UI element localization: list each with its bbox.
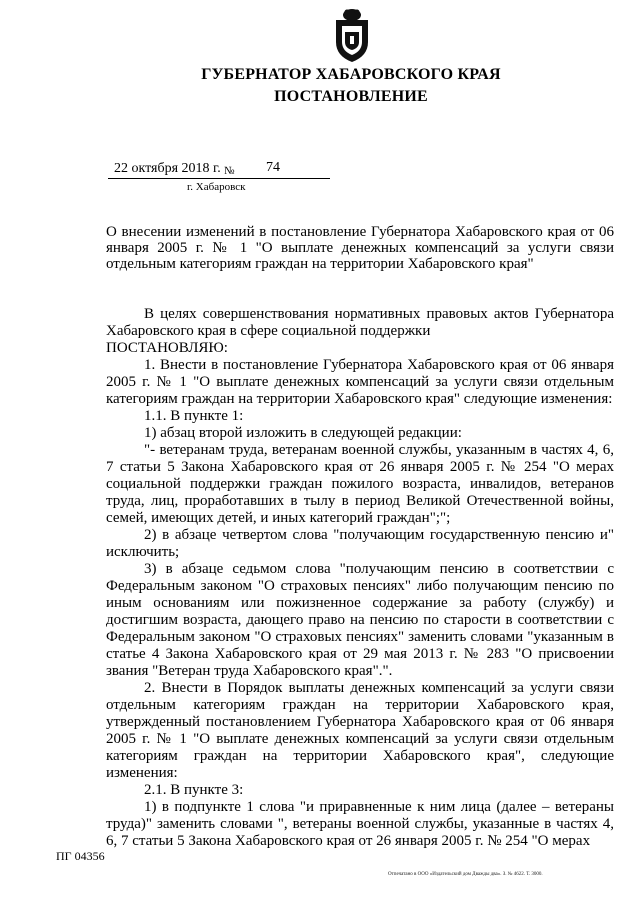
paragraph: 1) абзац второй изложить в следующей редакции: [144, 425, 462, 441]
decree-date: 22 октября 2018 г. [114, 161, 221, 176]
paragraph: "- ветеранам труда, ветеранам военной службы, указанным в частях 4, 6, 7 статьи 5 Закона Хабаровского края от 26 января 2005 г. № 254 "О мерах социальной поддержки граждан пожилого возраста, инвалидов, ветеранов труда, лиц, проработавших в тылу в период Великой Отечественной войны, семей, имеющих детей, и иных категорий граждан";"; [106, 442, 614, 526]
paragraph: 1. Внести в постановление Губернатора Хабаровского края от 06 января 2005 г. № 1 "О выплате денежных компенсаций за услуги связи отдельным категориям граждан на территории Хабаровского края" следующие изменения: [106, 357, 614, 407]
decree-date-line [108, 160, 330, 179]
document-code: ПГ 04356 [56, 849, 105, 863]
decree-city: г. Хабаровск [187, 181, 246, 193]
paragraph: 2.1. В пункте 3: [144, 782, 244, 798]
paragraph: 1) в подпункте 1 слова "и приравненные к ним лица (далее – ветераны труда)" заменить словами ", ветераны военной службы, указанные в частях 4, 6, 7 статьи 5 Закона Хабаровского края от 26 января 2005 г. № 254 "О мерах [106, 799, 614, 849]
decree-number: 74 [266, 160, 280, 175]
decree-body [106, 306, 614, 850]
issuer-title: ГУБЕРНАТОР ХАБАРОВСКОГО КРАЯ [201, 66, 501, 83]
decree-title: О внесении изменений в постановление Губернатора Хабаровского края от 06 января 2005 г. № 1 "О выплате денежных компенсаций за услуги связи отдельным категориям граждан на территории Хабаровского края" [106, 224, 614, 272]
paragraph: 1.1. В пункте 1: [144, 408, 244, 424]
printer-note: Отпечатано в ООО «Издательский дом Дважды два». З. № 4622. Т. 3000. [388, 872, 543, 877]
decree-number-label: № [224, 165, 235, 177]
coat-of-arms-icon [330, 6, 374, 64]
paragraph: В целях совершенствования нормативных правовых актов Губернатора Хабаровского края в сфере социальной поддержки [106, 306, 614, 339]
paragraph: 3) в абзаце седьмом слова "получающим пенсию в соответствии с Федеральным законом "О страховых пенсиях" либо получающим пенсию по иным основаниям или пожизненное содержание за работу (службу) и достигшим возраста, дающего право на пенсию по старости в соответствии с Федеральным законом "О страховых пенсиях" заменить словами "указанным в статье 4 Закона Хабаровского края от 29 мая 2013 г. № 283 "О присвоении звания "Ветеран труда Хабаровского края".". [106, 561, 614, 679]
paragraph: 2. Внести в Порядок выплаты денежных компенсаций за услуги связи отдельным категориям граждан на территории Хабаровского края, утвержденный постановлением Губернатора Хабаровского края от 06 января 2005 г. № 1 "О выплате денежных компенсаций за услуги связи отдельным категориям граждан на территории Хабаровского края", следующие изменения: [106, 680, 614, 781]
document-type: ПОСТАНОВЛЕНИЕ [274, 88, 428, 105]
paragraph: ПОСТАНОВЛЯЮ: [106, 340, 228, 356]
paragraph: 2) в абзаце четвертом слова "получающим государственную пенсию и" исключить; [106, 527, 614, 560]
